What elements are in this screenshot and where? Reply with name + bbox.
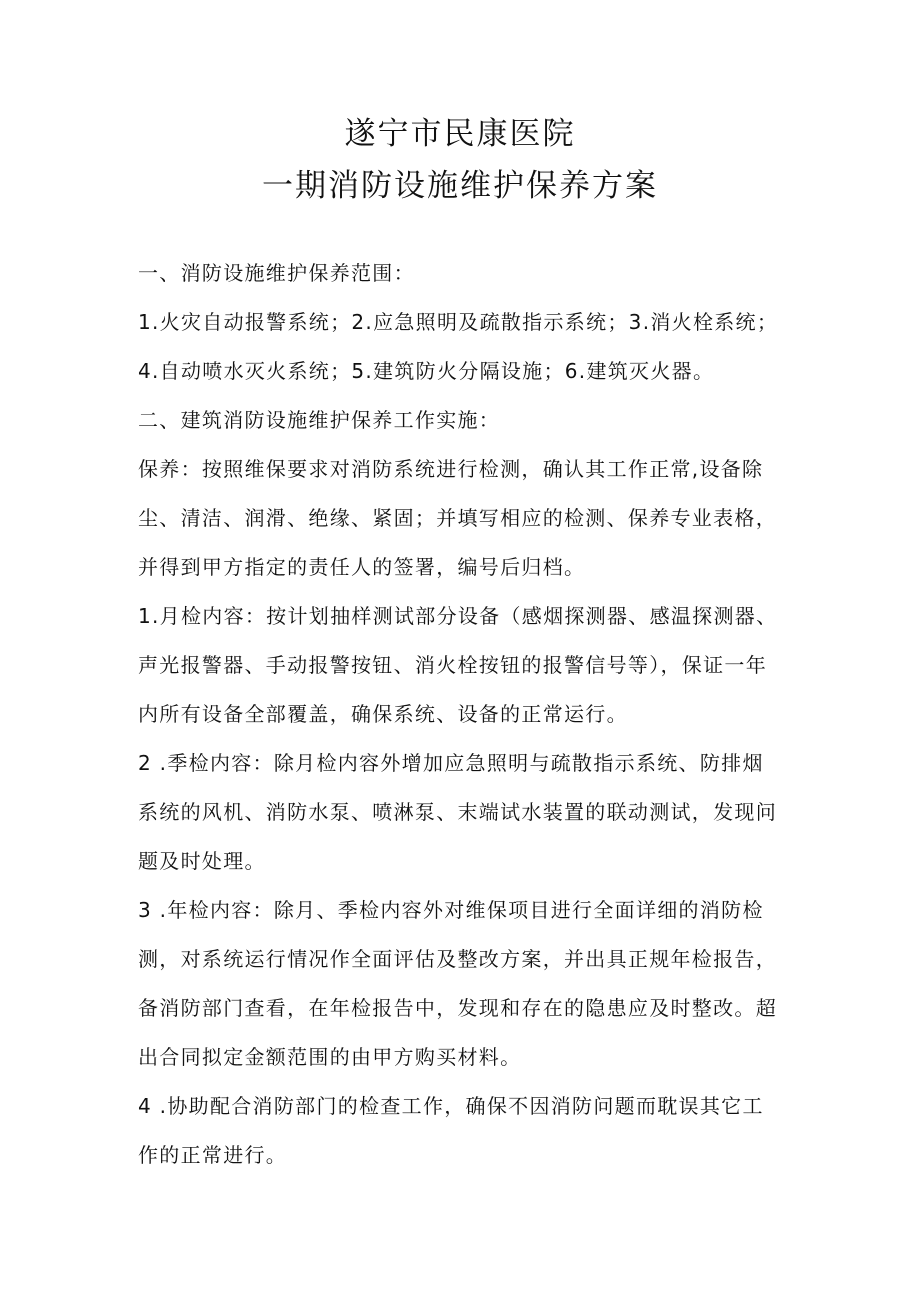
body-line: 系统的风机、消防水泵、喷淋泵、末端试水装置的联动测试，发现问: [138, 800, 777, 824]
section-heading-scope: 一、消防设施维护保养范围：: [138, 261, 415, 285]
body-line: 备消防部门查看，在年检报告中，发现和存在的隐患应及时整改。超: [138, 996, 777, 1020]
body-line: 并得到甲方指定的责任人的签署，编号后归档。: [138, 555, 586, 579]
body-line: 尘、清洁、润滑、绝缘、紧固；并填写相应的检测、保养专业表格，: [138, 506, 777, 530]
body-line: 作的正常进行。: [138, 1143, 288, 1167]
body-line: 声光报警器、手动报警按钮、消火栓按钮的报警信号等），保证一年: [138, 653, 767, 677]
document-title: 遂宁市民康医院: [344, 116, 576, 152]
body-line: 4 .协助配合消防部门的检查工作，确保不因消防问题而耽误其它工: [138, 1094, 764, 1118]
body-line: 测，对系统运行情况作全面评估及整改方案，并出具正规年检报告，: [138, 947, 777, 971]
body-line: 4.自动喷水灭火系统；5.建筑防火分隔设施；6.建筑灭火器。: [138, 359, 715, 383]
body-line: 出合同拟定金额范围的由甲方购买材料。: [138, 1045, 522, 1069]
body-line: 2 .季检内容：除月检内容外增加应急照明与疏散指示系统、防排烟: [138, 751, 764, 775]
body-line: 3 .年检内容：除月、季检内容外对维保项目进行全面详细的消防检: [138, 898, 764, 922]
body-line: 内所有设备全部覆盖，确保系统、设备的正常运行。: [138, 702, 628, 726]
document-body: [138, 258, 802, 1189]
body-line: 1.火灾自动报警系统；2.应急照明及疏散指示系统；3.消火栓系统；: [138, 310, 779, 334]
body-line: 题及时处理。: [138, 849, 266, 873]
section-heading-implementation: 二、建筑消防设施维护保养工作实施：: [138, 408, 501, 432]
body-line: 保养：按照维保要求对消防系统进行检测，确认其工作正常,设备除: [138, 457, 764, 481]
document-subtitle: 一期消防设施维护保养方案: [262, 168, 658, 204]
body-line: 1.月检内容：按计划抽样测试部分设备（感烟探测器、感温探测器、: [138, 604, 778, 628]
